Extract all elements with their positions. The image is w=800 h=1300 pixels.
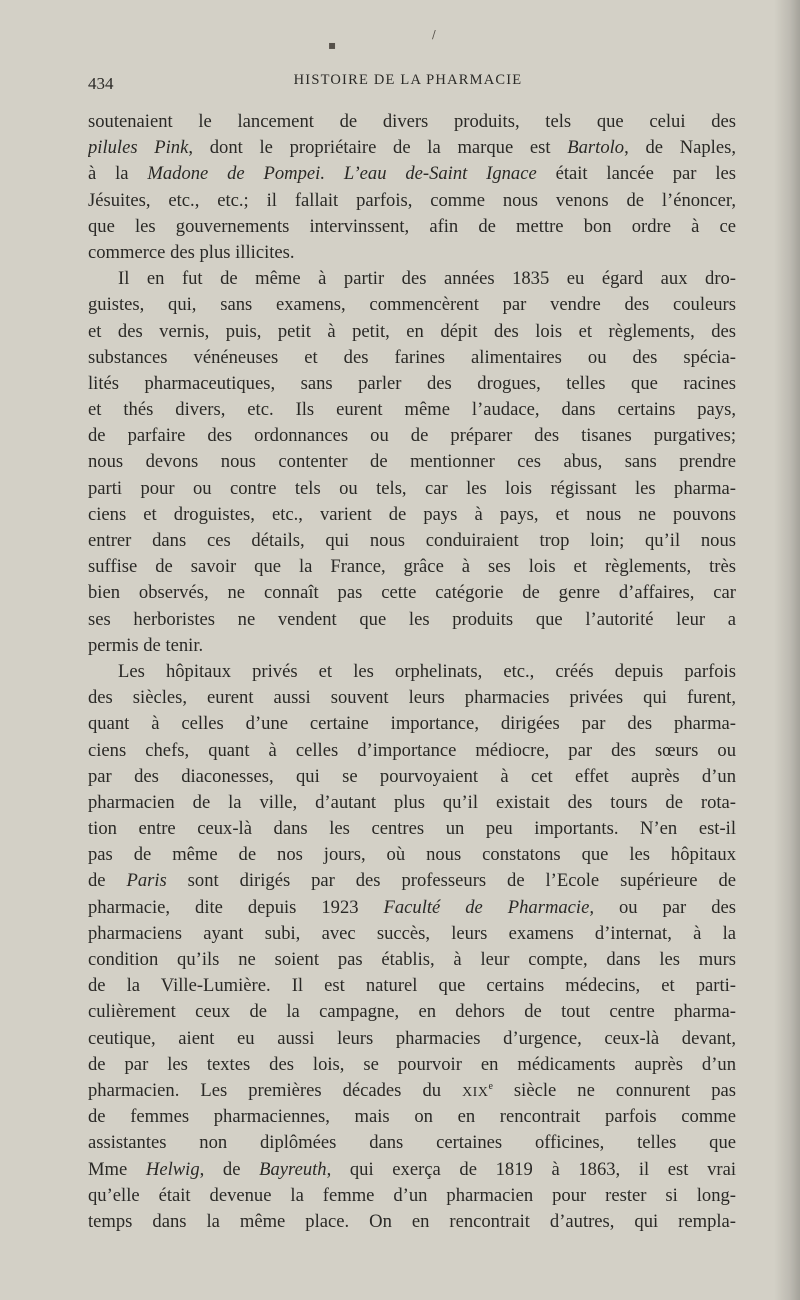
italic-text: Bartolo <box>567 137 625 159</box>
text-fragment: ou par des <box>594 896 736 918</box>
roman-numeral: XIX <box>462 1084 489 1100</box>
text-fragment: , qui exerça de 1819 à 1863, il est vrai <box>326 1158 736 1180</box>
text-line <box>88 1078 736 1104</box>
text-line: suffise de savoir que la France, grâce à ses lois et règlements, très <box>88 556 736 578</box>
text-line: commerce des plus illicites. <box>88 241 295 263</box>
text-line: soutenaient le lancement de divers produits, tels que celui des <box>88 111 736 132</box>
text-line: pas de même de nos jours, où nous constatons que les hôpitaux <box>88 844 736 866</box>
text-line: Il en fut de même à partir des années 1835 eu égard aux dro- <box>118 268 736 290</box>
text-line <box>88 868 736 894</box>
text-line: nous devons nous contenter de mentionner ces abus, sans prendre <box>88 451 736 473</box>
text-line: entrer dans ces détails, qui nous conduiraient trop loin; qu’il nous <box>88 530 736 551</box>
ink-speck: ▪ <box>328 38 337 52</box>
text-fragment: Mme <box>88 1158 146 1180</box>
text-line: substances vénéneuses et des farines alimentaires ou des spécia- <box>88 346 736 368</box>
text-line: Jésuites, etc., etc.; il fallait parfois, comme nous venons de l’énoncer, <box>88 189 736 211</box>
text-line <box>88 135 736 161</box>
text-line: de parfaire des ordonnances ou de préparer des tisanes purgatives; <box>88 425 736 447</box>
text-line: que les gouvernements intervinssent, afin de mettre bon ordre à ce <box>88 215 736 237</box>
text-fragment: à la <box>88 163 148 185</box>
text-line: et des vernis, puis, petit à petit, en dépit des lois et règlements, des <box>88 320 736 342</box>
text-line: guistes, qui, sans examens, commencèrent par vendre des couleurs <box>88 294 736 316</box>
text-line: ciens et droguistes, etc., varient de pays à pays, et nous ne pouvons <box>88 503 736 525</box>
text-line: assistantes non diplômées dans certaines officines, telles que <box>88 1132 736 1154</box>
page-header <box>88 70 728 96</box>
text-line: tion entre ceux-là dans les centres un peu importants. N’en est-il <box>88 818 736 840</box>
text-line: temps dans la même place. On en rencontrait d’autres, qui rempla- <box>88 1210 736 1232</box>
page-number: 434 <box>88 74 114 93</box>
text-line: et thés divers, etc. Ils eurent même l’audace, dans certains pays, <box>88 399 736 421</box>
text-line <box>88 895 736 921</box>
running-head: HISTOIRE DE LA PHARMACIE <box>293 72 523 88</box>
text-line: qu’elle était devenue la femme d’un pharmacien pour rester si long- <box>88 1184 736 1206</box>
italic-text: Faculté de Pharmacie, <box>383 896 594 918</box>
text-fragment: siècle ne connurent pas <box>492 1079 736 1101</box>
text-fragment: de <box>88 870 127 892</box>
ink-speck: / <box>432 28 436 41</box>
italic-text: Bayreuth <box>259 1158 327 1180</box>
text-line: Les hôpitaux privés et les orphelinats, etc., créés depuis parfois <box>118 660 736 682</box>
text-fragment: pharmacie, dite depuis 1923 <box>88 896 384 918</box>
text-line: de par les textes des lois, se pourvoir en médicaments auprès d’un <box>88 1053 736 1075</box>
text-line: parti pour ou contre tels ou tels, car les lois régissant les pharma- <box>88 477 736 499</box>
text-line <box>88 1157 736 1183</box>
binding-shadow <box>774 0 800 1300</box>
text-fragment: , de <box>199 1158 260 1180</box>
text-line: bien observés, ne connaît pas cette catégorie de genre d’affaires, car <box>88 582 736 604</box>
text-line: pharmaciens ayant subi, avec succès, leurs examens d’internat, à la <box>88 922 736 944</box>
text-line <box>88 161 736 187</box>
text-fragment: , dont le propriétaire de la marque est <box>188 137 568 159</box>
text-line: ciens chefs, quant à celles d’importance médiocre, par des sœurs ou <box>88 739 736 761</box>
text-line: pharmacien de la ville, d’autant plus qu’il existait des tours de rota- <box>88 791 736 813</box>
text-line: culièrement ceux de la campagne, en dehors de tout centre pharma- <box>88 1001 736 1023</box>
text-line: de femmes pharmaciennes, mais on en rencontrait parfois comme <box>88 1106 736 1128</box>
italic-text: pilules Pink <box>88 137 189 159</box>
text-line: des siècles, eurent aussi souvent leurs pharmacies privées qui furent, <box>88 687 736 709</box>
body-text <box>88 109 736 1235</box>
text-fragment <box>325 163 344 184</box>
text-fragment: , de Naples, <box>624 137 736 159</box>
text-line: permis de tenir. <box>88 634 204 656</box>
text-fragment: sont dirigés par des professeurs de l’Ecole supérieure de <box>166 870 736 892</box>
italic-text: L’eau de-Saint Ignace <box>343 163 537 185</box>
italic-text: Helwig <box>145 1158 200 1180</box>
italic-text: Madone de Pompei. <box>147 163 325 185</box>
text-fragment: pharmacien. Les premières décades du <box>88 1079 463 1101</box>
text-line: quant à celles d’une certaine importance, dirigées par des pharma- <box>88 713 736 735</box>
text-line: de la Ville-Lumière. Il est naturel que certains médecins, et parti- <box>88 975 736 997</box>
italic-text: Paris <box>126 870 167 892</box>
text-line: condition qu’ils ne soient pas établis, à leur compte, dans les murs <box>88 949 736 970</box>
text-line: ceutique, aient eu aussi leurs pharmacies d’urgence, ceux-là devant, <box>88 1027 736 1049</box>
text-line: lités pharmaceutiques, sans parler des drogues, telles que racines <box>88 372 736 394</box>
text-line: par des diaconesses, qui se pourvoyaient à cet effet auprès d’un <box>88 765 736 787</box>
superscript: e <box>488 1080 493 1092</box>
text-line: ses herboristes ne vendent que les produits que l’autorité leur a <box>88 608 736 630</box>
text-fragment: était lancée par les <box>536 163 736 185</box>
